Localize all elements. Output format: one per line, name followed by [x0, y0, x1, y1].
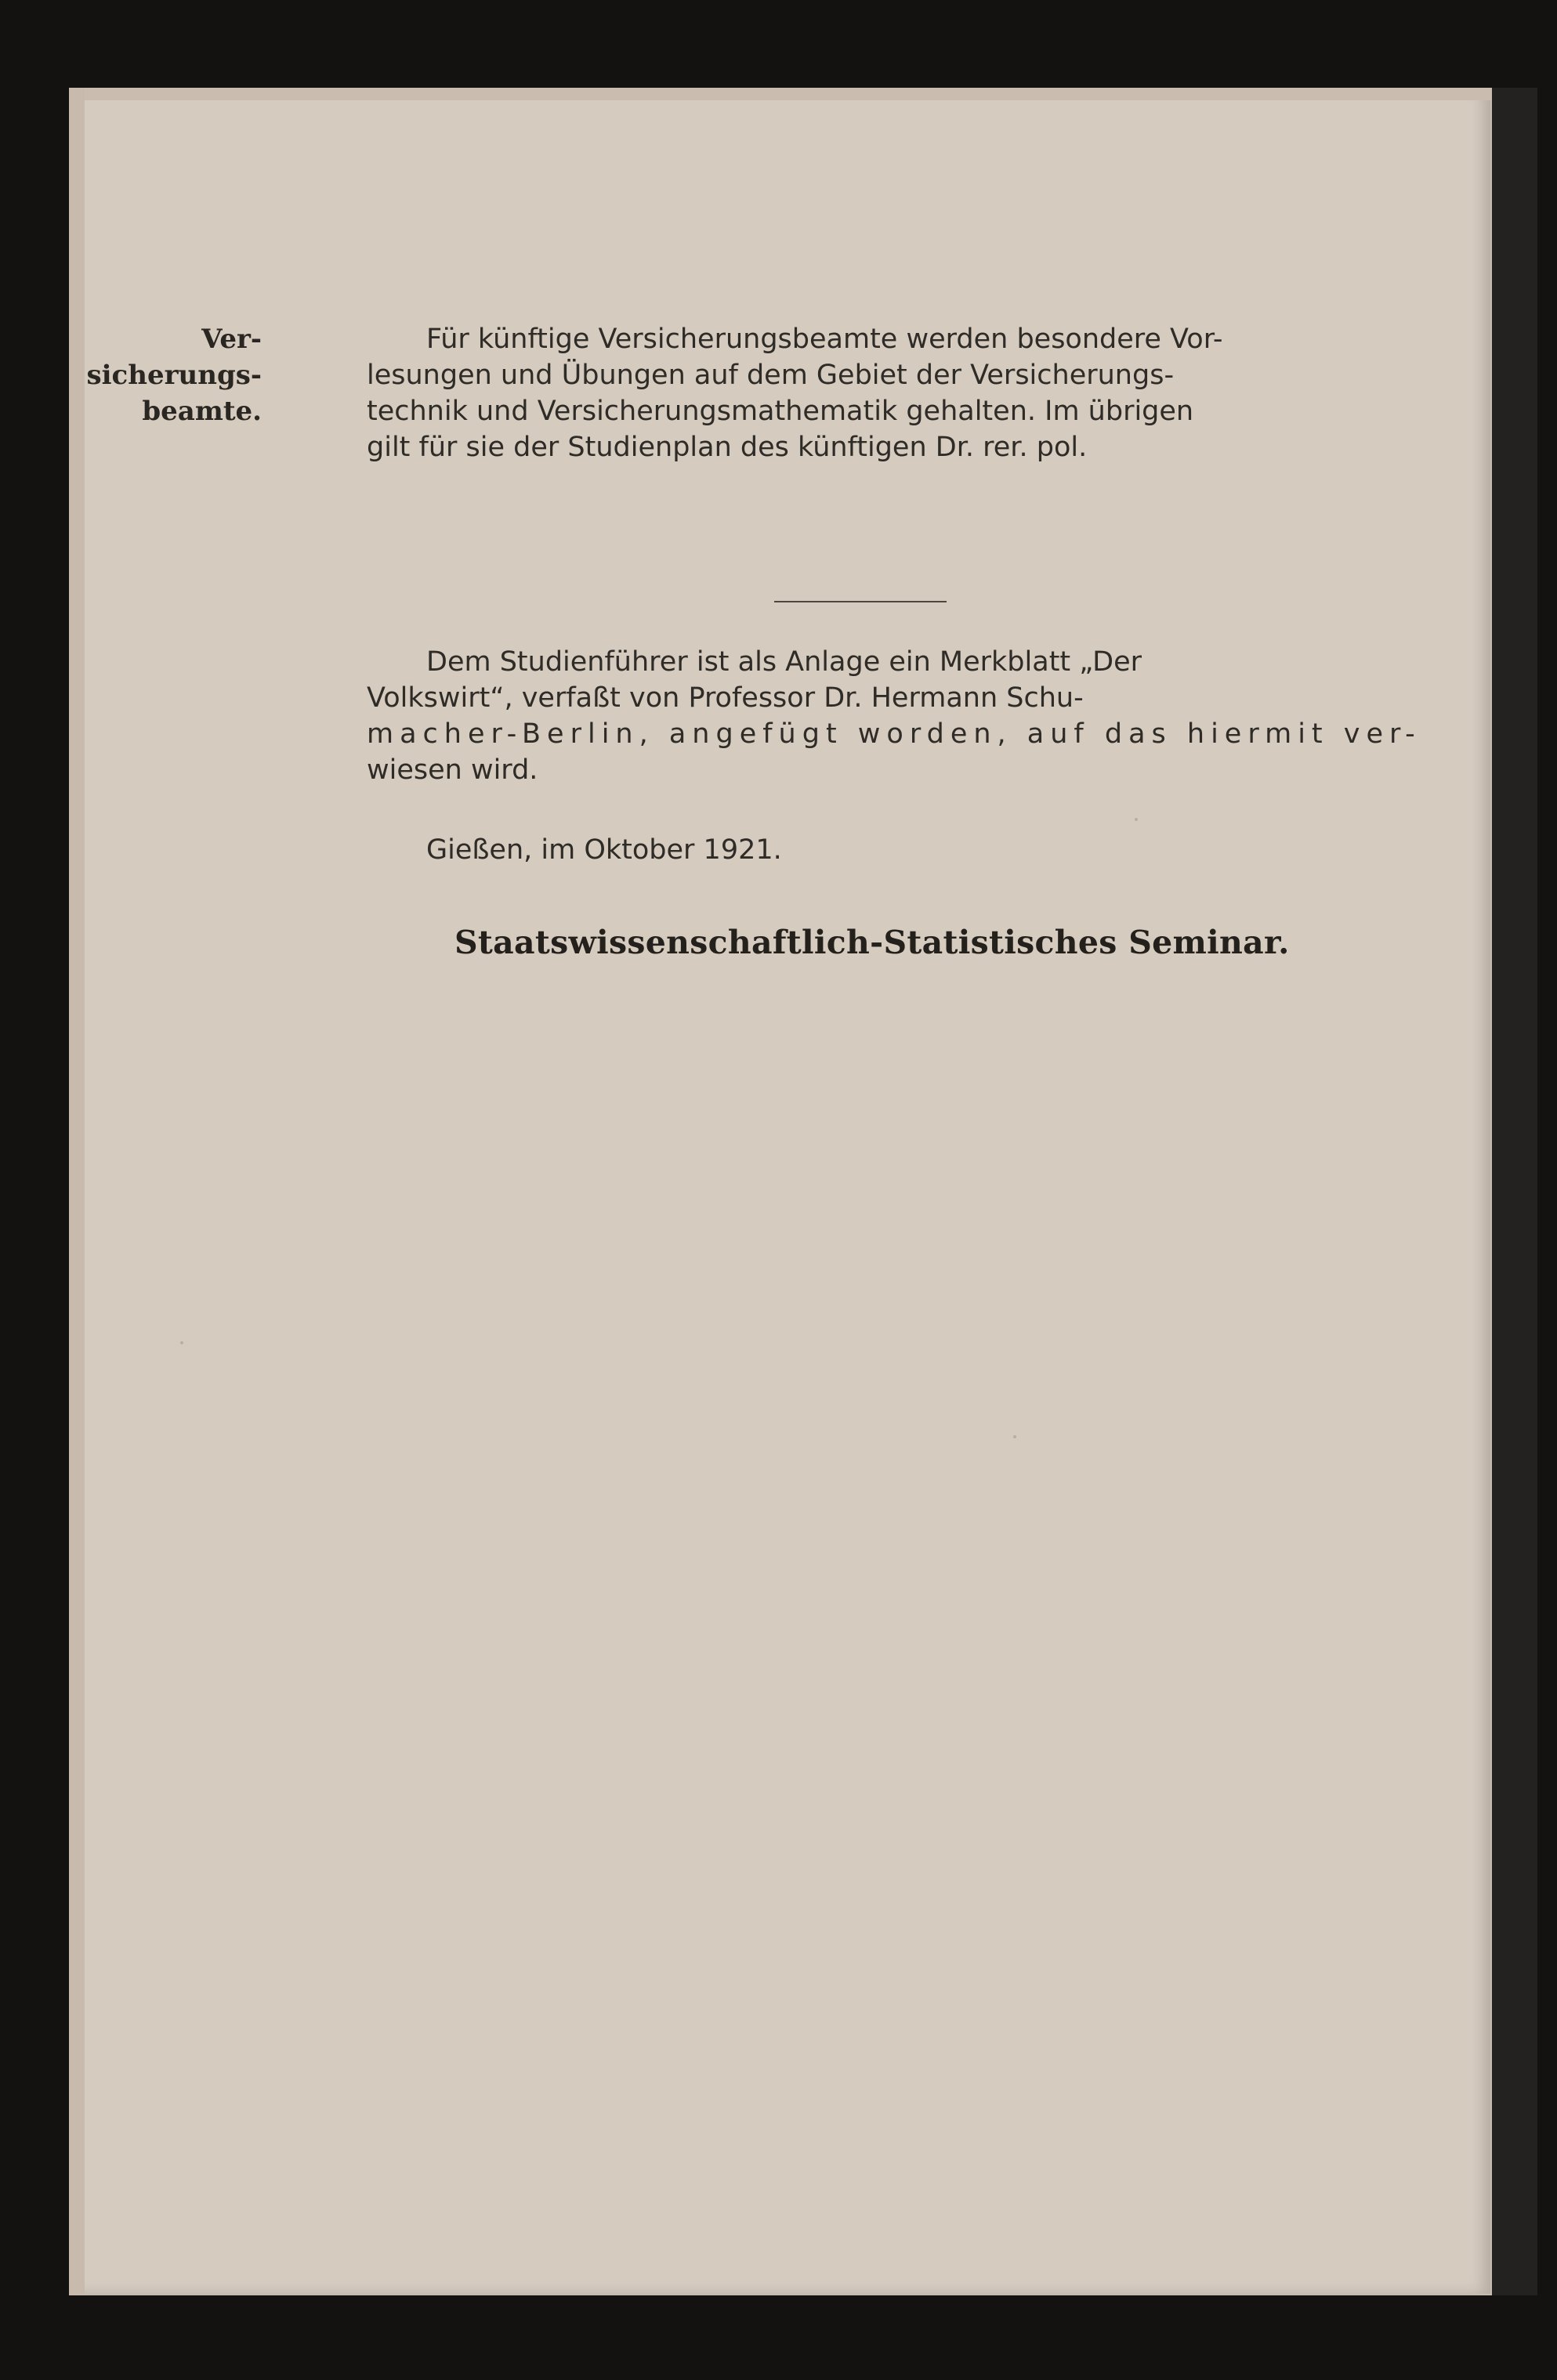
page-left-edge [69, 88, 85, 2295]
seminar-name: Staatswissenschaftlich-Statistisches Seminar. [454, 924, 1290, 961]
margin-note-line-3: beamte. [142, 396, 262, 427]
section-text-line-3: technik und Versicherungsmathematik gehalten. Im übrigen [367, 396, 1194, 427]
note-line-1: Dem Studienführer ist als Anlage ein Merkblatt „Der [426, 646, 1142, 678]
place-date-line: Gießen, im Oktober 1921. [426, 834, 782, 866]
margin-note-line-2: sicherungs- [86, 360, 262, 391]
book-cover-edge [1489, 88, 1537, 2295]
section-text-line-4: gilt für sie der Studienplan des künftigen Dr. rer. pol. [367, 432, 1088, 463]
page-top-edge [69, 88, 1492, 100]
paper-speck [1135, 818, 1138, 821]
section-text-line-2: lesungen und Übungen auf dem Gebiet der Versicherungs- [367, 360, 1175, 391]
note-line-3: macher-Berlin, angefügt worden, auf das hiermit ver- [367, 718, 1421, 750]
section-divider [774, 601, 947, 602]
paper-speck [1013, 1435, 1016, 1438]
note-line-4: wiesen wird. [367, 754, 538, 786]
note-line-2: Volkswirt“, verfaßt von Professor Dr. Hermann Schu- [367, 682, 1084, 714]
section-text-line-1: Für künftige Versicherungsbeamte werden besondere Vor- [426, 324, 1223, 355]
margin-note-line-1: Ver- [201, 324, 262, 355]
document-page [69, 88, 1492, 2295]
paper-speck [180, 1341, 183, 1344]
